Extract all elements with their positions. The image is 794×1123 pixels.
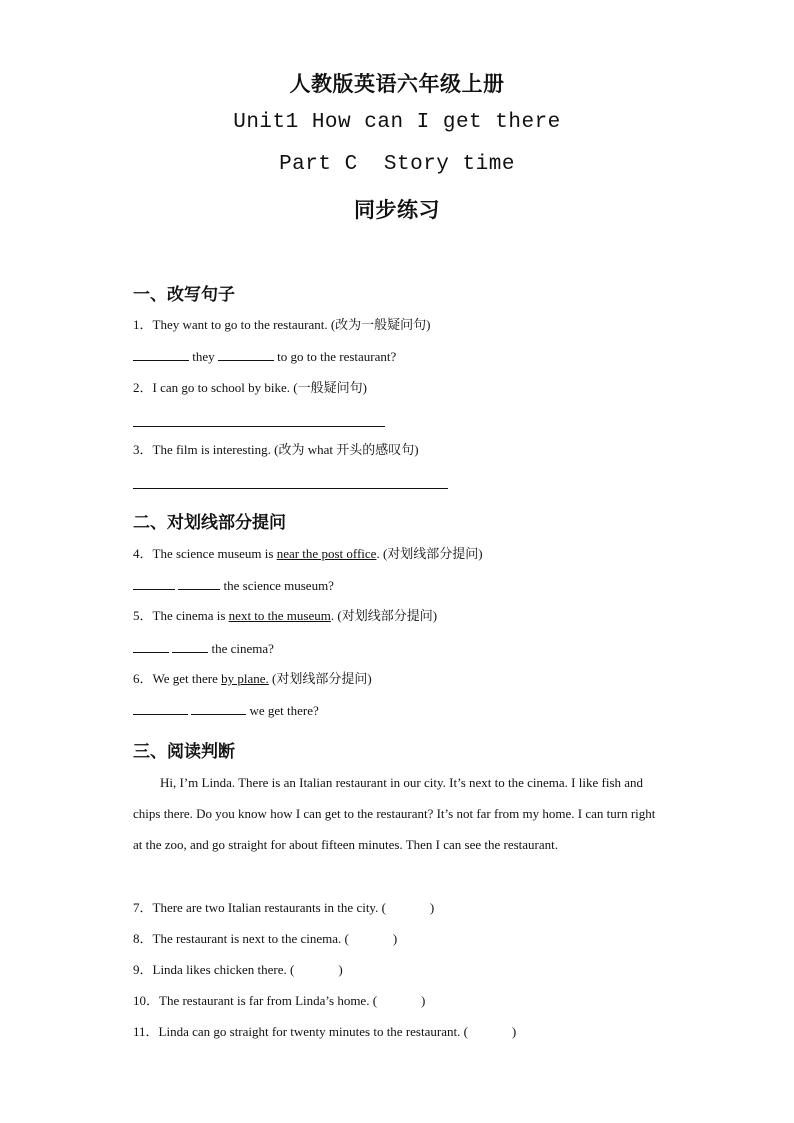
question-text: 4．The science museum is: [133, 546, 277, 561]
answer-line-3[interactable]: [133, 488, 448, 489]
question-text: 10．The restaurant is far from Linda’s home. (: [133, 993, 378, 1008]
answer-text: they: [189, 349, 218, 364]
reading-passage: Hi, I’m Linda. There is an Italian restaurant in our city. It’s next to the cinema. I like fish and chips there. Do you know how I can get to the restaurant? It’s not far from my home. I can turn right at the zoo, and go straight for about fifteen minutes. Then I can see the restaurant.: [133, 775, 656, 852]
question-text: 6．We get there: [133, 671, 222, 686]
question-text: . (对划线部分提问): [376, 546, 483, 561]
underlined-phrase: next to the museum: [228, 608, 331, 623]
section-heading-rewrite: 一、改写句子: [133, 285, 235, 305]
question-2: 2．I can go to school by bike. (一般疑问句): [133, 380, 367, 395]
answer-blank[interactable]: [133, 577, 175, 590]
answer-line-4: [133, 577, 334, 594]
answer-blank[interactable]: [172, 640, 208, 653]
answer-line-1: [133, 348, 396, 365]
answer-blank[interactable]: [178, 577, 220, 590]
underlined-phrase: near the post office: [276, 546, 377, 561]
title-part: Part C Story time: [279, 153, 515, 176]
close-paren: ): [421, 993, 426, 1008]
answer-text: to go to the restaurant?: [273, 349, 397, 364]
question-8: [133, 931, 397, 947]
section-heading-reading: 三、阅读判断: [133, 742, 235, 762]
answer-blank[interactable]: [191, 702, 246, 715]
answer-line-6: [133, 702, 319, 719]
question-6: [133, 671, 372, 687]
question-text: 9．Linda likes chicken there. (: [133, 962, 295, 977]
underlined-phrase: by plane.: [221, 671, 269, 686]
answer-text: the science museum?: [220, 578, 334, 593]
section-heading-ask: 二、对划线部分提问: [133, 513, 286, 533]
question-text: 8．The restaurant is next to the cinema. (: [133, 931, 349, 946]
close-paren: ): [392, 931, 398, 946]
answer-text: we get there?: [246, 703, 319, 718]
question-text: . (对划线部分提问): [330, 608, 438, 623]
close-paren: ): [429, 900, 435, 915]
question-text: 11．Linda can go straight for twenty minutes to the restaurant. (: [133, 1024, 468, 1039]
question-text: 7．There are two Italian restaurants in the city. (: [133, 900, 386, 915]
answer-line-2[interactable]: [133, 426, 385, 427]
question-text: 5．The cinema is: [133, 608, 229, 623]
question-10: [133, 993, 425, 1009]
answer-blank[interactable]: [133, 702, 188, 715]
close-paren: ): [338, 962, 343, 977]
answer-blank[interactable]: [133, 348, 189, 361]
title-exercise: 同步练习: [354, 198, 440, 222]
answer-blank[interactable]: [133, 640, 169, 653]
answer-blank[interactable]: [218, 348, 274, 361]
question-1: 1．They want to go to the restaurant. (改为一般疑问句): [133, 317, 431, 332]
title-textbook: 人教版英语六年级上册: [289, 72, 505, 96]
question-3: 3．The film is interesting. (改为 what 开头的感叹句): [133, 442, 419, 457]
title-unit: Unit1 How can I get there: [233, 111, 561, 134]
question-text: (对划线部分提问): [268, 671, 372, 686]
close-paren: ): [511, 1024, 517, 1039]
question-4: [133, 546, 483, 562]
answer-text: the cinema?: [208, 641, 274, 656]
question-9: [133, 962, 343, 978]
question-11: [133, 1024, 516, 1040]
answer-line-5: [133, 640, 274, 657]
question-7: [133, 900, 434, 916]
question-5: [133, 608, 437, 624]
